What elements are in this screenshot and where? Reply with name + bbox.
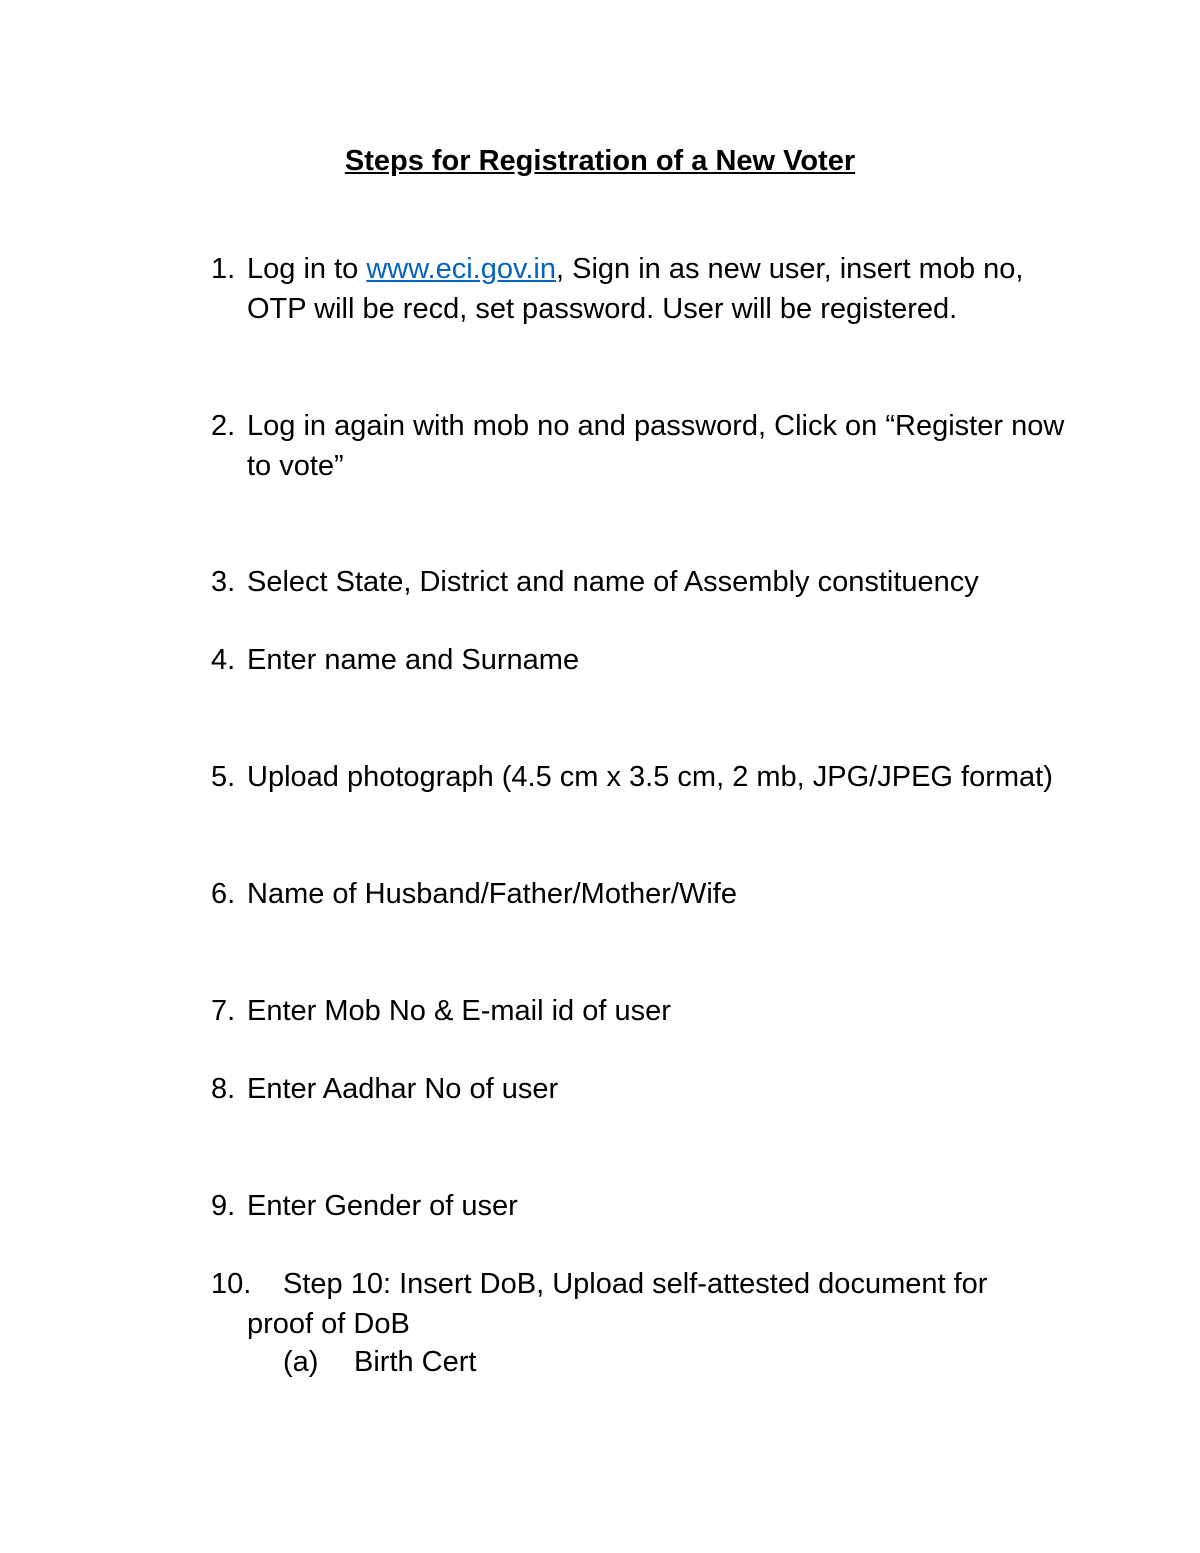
step-number: 2. bbox=[211, 410, 236, 442]
sub-item-text: Birth Cert bbox=[354, 1346, 477, 1378]
step-number: 7. bbox=[211, 995, 236, 1027]
step-4 bbox=[211, 641, 1071, 681]
step-2 bbox=[211, 407, 1071, 486]
step-number: 10. bbox=[211, 1268, 252, 1300]
step-text-suffix: , Sign in as new user, insert mob no, OTP will be recd, set password. User will be registered. bbox=[247, 253, 1032, 325]
step-text-prefix: Log in to bbox=[247, 253, 367, 285]
step-text: Upload photograph (4.5 cm x 3.5 cm, 2 mb, JPG/JPEG format) bbox=[247, 761, 1053, 793]
step-9 bbox=[211, 1187, 1071, 1227]
step-10 bbox=[211, 1265, 1071, 1344]
step-1 bbox=[211, 250, 1071, 329]
step-number: 9. bbox=[211, 1190, 236, 1222]
step-text: Enter Aadhar No of user bbox=[247, 1073, 559, 1105]
step-number: 1. bbox=[211, 253, 236, 285]
sub-item-label: (a) bbox=[283, 1346, 319, 1378]
step-number: 4. bbox=[211, 644, 236, 676]
step-text: Enter name and Surname bbox=[247, 644, 580, 676]
step-text bbox=[247, 250, 1071, 329]
step-3 bbox=[211, 563, 1071, 603]
step-text: Name of Husband/Father/Mother/Wife bbox=[247, 878, 737, 910]
sub-item-a bbox=[283, 1343, 476, 1383]
step-text-line-1: Step 10: Insert DoB, Upload self-attested document for bbox=[283, 1268, 988, 1300]
step-6 bbox=[211, 875, 1071, 915]
step-text: Enter Gender of user bbox=[247, 1190, 518, 1222]
step-number: 3. bbox=[211, 566, 236, 598]
step-text-line-2: proof of DoB bbox=[247, 1307, 410, 1340]
step-7 bbox=[211, 992, 1071, 1032]
step-number: 6. bbox=[211, 878, 236, 910]
step-text: Enter Mob No & E-mail id of user bbox=[247, 995, 671, 1027]
step-5 bbox=[211, 758, 1071, 798]
eci-website-link[interactable]: www.eci.gov.in bbox=[366, 253, 556, 285]
step-number: 5. bbox=[211, 761, 236, 793]
step-number: 8. bbox=[211, 1073, 236, 1105]
step-text: Select State, District and name of Assembly constituency bbox=[247, 566, 979, 598]
step-8 bbox=[211, 1070, 1071, 1110]
step-text: Log in again with mob no and password, Click on “Register now to vote” bbox=[247, 410, 1073, 482]
document-title: Steps for Registration of a New Voter bbox=[344, 145, 856, 177]
